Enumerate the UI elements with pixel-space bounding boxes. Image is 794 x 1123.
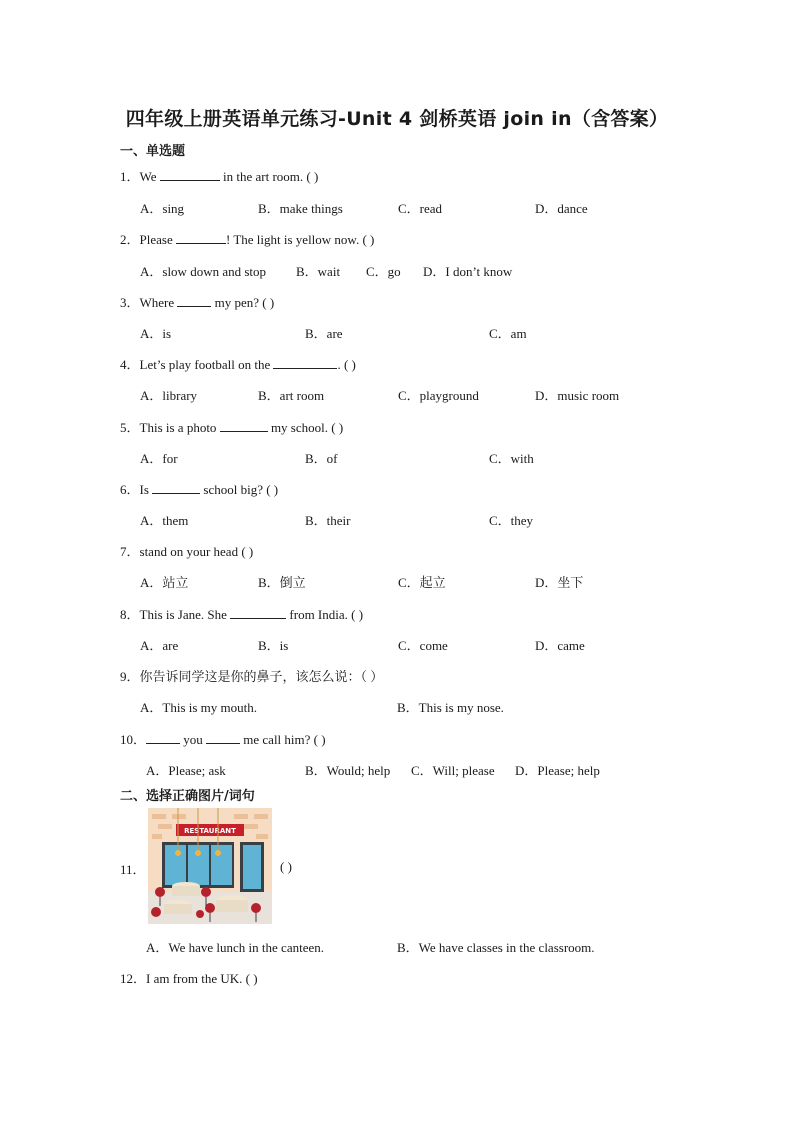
option-b[interactable]: B．We have classes in the classroom. [397,940,595,955]
question-number: 7． [120,544,140,559]
question-text: 你告诉同学这是你的鼻子，该怎么说：（ ） [139,669,384,684]
option-b[interactable]: B．Would; help [305,763,391,778]
question-text: me call him? ( ) [240,732,326,747]
option-c[interactable]: C．Will; please [411,763,495,778]
option-b[interactable]: B．This is my nose. [397,700,504,715]
answer-blank[interactable] [152,481,200,494]
question-5 [120,417,343,436]
question-12 [120,968,258,987]
option-a[interactable]: A．Please; ask [146,763,226,778]
question-number: 1． [120,169,140,184]
option-b[interactable]: B．are [305,326,343,341]
question-number: 2． [120,232,140,247]
question-number: 6． [120,482,140,497]
question-number: 9． [120,669,140,684]
question-number: 10． [120,732,147,747]
question-9 [120,666,383,685]
option-b[interactable]: B．of [305,451,338,466]
question-text: in the art room. ( ) [219,169,319,184]
option-c[interactable]: C．起立 [398,575,446,590]
answer-blank[interactable] [160,168,220,181]
question-text: This is a photo [139,420,220,435]
question-text: stand on your head ( ) [139,544,254,559]
section-heading-single-choice: 一、单选题 [120,144,186,159]
option-a[interactable]: A．slow down and stop [140,264,267,279]
question-11-number: 11． [120,862,146,877]
option-c[interactable]: C．come [398,638,448,653]
option-c[interactable]: C．go [366,264,401,279]
restaurant-picture [148,808,272,924]
answer-blank[interactable] [146,731,180,744]
page-title: 四年级上册英语单元练习-Unit 4 剑桥英语 join in（含答案） [125,108,669,130]
option-a[interactable]: A．is [140,326,172,341]
answer-blank[interactable] [176,231,226,244]
question-text: ! The light is yellow now. ( ) [225,232,375,247]
question-text: my pen? ( ) [211,295,275,310]
answer-blank[interactable] [273,356,337,369]
answer-blank[interactable] [220,419,268,432]
option-a[interactable]: A．are [140,638,179,653]
option-d[interactable]: D．坐下 [535,575,584,590]
option-b[interactable]: B．wait [296,264,341,279]
option-c[interactable]: C．playground [398,388,479,403]
option-a[interactable]: A．for [140,451,178,466]
answer-blank[interactable] [230,606,286,619]
question-10 [120,729,326,748]
section-heading-choose-picture: 二、选择正确图片/词句 [120,789,255,804]
question-8 [120,604,363,623]
question-text: This is Jane. She [139,607,231,622]
option-c[interactable]: C．with [489,451,534,466]
question-text: Let’s play football on the [139,357,274,372]
question-text: We [139,169,160,184]
question-text: my school. ( ) [267,420,344,435]
answer-paren[interactable]: ( ) [280,859,292,874]
question-text: Is [139,482,153,497]
option-a[interactable]: A．We have lunch in the canteen. [146,940,324,955]
option-d[interactable]: D．music room [535,388,620,403]
question-2 [120,229,374,248]
question-text: . ( ) [337,357,356,372]
option-d[interactable]: D．came [535,638,585,653]
option-a[interactable]: A．library [140,388,198,403]
question-number: 12． [120,971,147,986]
question-7 [120,541,253,560]
option-a[interactable]: A．This is my mouth. [140,700,258,715]
option-b[interactable]: B．art room [258,388,325,403]
restaurant-sign: RESTAURANT [184,827,236,835]
option-d[interactable]: D．Please; help [515,763,600,778]
option-d[interactable]: D．I don’t know [423,264,513,279]
option-b[interactable]: B．make things [258,201,343,216]
question-text: I am from the UK. ( ) [146,971,258,986]
option-a[interactable]: A．them [140,513,189,528]
question-text: from India. ( ) [286,607,364,622]
option-c[interactable]: C．they [489,513,534,528]
option-b[interactable]: B．their [305,513,351,528]
restaurant-illustration [148,808,272,924]
option-a[interactable]: A．站立 [140,575,189,590]
option-a[interactable]: A．sing [140,201,185,216]
question-6 [120,479,278,498]
answer-blank[interactable] [206,731,240,744]
question-1 [120,166,318,185]
answer-blank[interactable] [177,294,211,307]
question-number: 5． [120,420,140,435]
question-text: school big? ( ) [200,482,279,497]
option-b[interactable]: B．倒立 [258,575,306,590]
question-number: 8． [120,607,140,622]
question-text: you [180,732,207,747]
option-c[interactable]: C．read [398,201,443,216]
question-number: 3． [120,295,140,310]
question-3 [120,292,274,311]
question-number: 4． [120,357,140,372]
question-text: Please [139,232,176,247]
question-4 [120,354,356,373]
option-d[interactable]: D．dance [535,201,588,216]
question-text: Where [139,295,178,310]
option-c[interactable]: C．am [489,326,527,341]
option-b[interactable]: B．is [258,638,289,653]
